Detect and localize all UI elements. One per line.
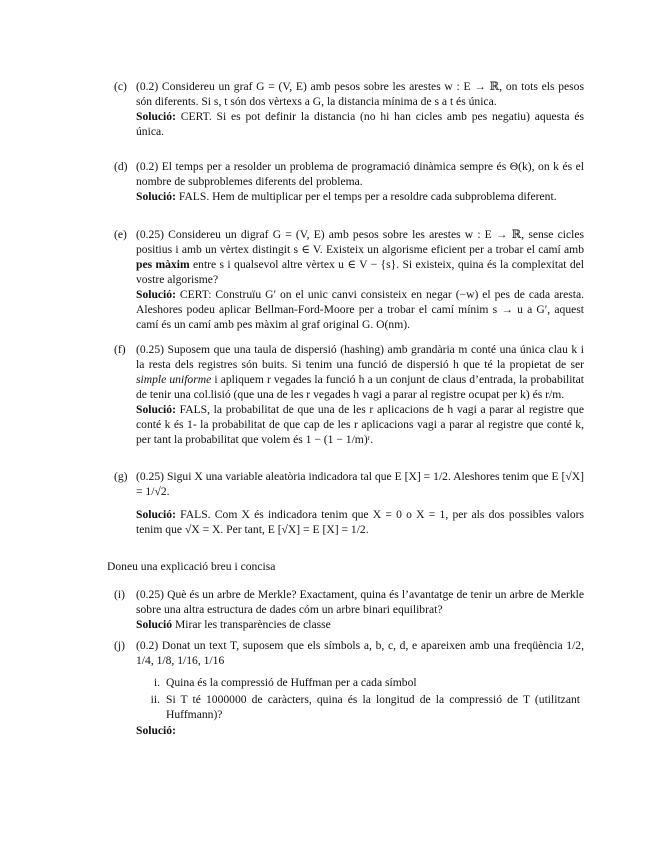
solution-text: FALS, la probabilitat de que una de les r aplicacions de h vagi a parar al registre que conté k és 1- la probabilitat de que cap de les r aplicacions vagi a parar al registre que conté k, per tant la probabilitat que volem és 1 − (1 − 1/m)ʳ. [136,403,584,446]
item-label: (g) [114,470,128,483]
question-item-e [114,227,584,332]
item-label: (c) [114,80,127,93]
solution-paragraph [136,189,584,204]
question-item-c [114,79,584,139]
subitem-ii [136,692,580,722]
question-text-part: (0.25) Suposem que una taula de dispersió (hashing) amb grandària m conté una única clau k i la resta dels registres són buits. Si tenim una funció de dispersió h que té la propietat de ser [136,343,584,371]
item-label: (e) [114,228,127,241]
question-item-d [114,159,584,204]
question-text: (0.2) Donat un text T, suposem que els símbols a, b, c, d, e apareixen amb una freqüència 1/2, 1/4, 1/8, 1/16, 1/16 [136,639,584,667]
question-text-part: i apliquem r vegades la funció h a un conjunt de claus d’entrada, la probabilitat de tenir una col.lisió (que una de les r vegades h vagi a parar al registre ocupat per k) és r/m. [136,373,584,401]
solution-text: Mirar les transparències de classe [172,618,331,631]
question-item-i [114,587,584,632]
question-item-j [114,638,584,668]
solution-label: Solució: [136,403,176,416]
subitem-label: ii. [150,693,160,706]
subitem-text: Quina és la compressió de Huffman per a cada símbol [166,676,417,689]
solution-text: FALS. Hem de multiplicar per el temps per a resoldre cada subproblema diferent. [175,190,557,203]
question-emphasis: pes màxim [136,258,190,271]
solution-text: CERT: Construïu G′ on el unic canvi consisteix en negar (−w) el pes de cada aresta. Aleshores podeu aplicar Bellman-Ford-Moore per a trobar el camí mínim s → u a G′, aquest camí és un camí amb pes màxim al graf original G. O(nm). [136,288,584,331]
solution-label: Solució [136,618,173,631]
item-label: (f) [114,343,126,356]
item-label: (d) [114,160,128,173]
question-text: (0.25) Què és un arbre de Merkle? Exactament, quina és l’avantatge de tenir un arbre de Merkle sobre una altra estructura de dades cóm un arbre binari equilibrat? [136,588,584,616]
solution-label: Solució: [136,110,176,123]
question-text-part: entre s i qualsevol altre vèrtex u ∈ V − {s}. Si existeix, quina és la complexitat del vostre algorisme? [136,258,584,286]
question-text-part: (0.25) Considereu un digraf G = (V, E) amb pesos sobre les arestes w : E → ℝ, sense cicles positius i amb un vèrtex distingit s ∈ V. Existeix un algorisme eficient per a trobar el camí amb [136,228,584,256]
question-text: (0.2) El temps per a resolder un problema de programació dinàmica sempre és Θ(k), on k és el nombre de subproblemes diferents del problema. [136,160,584,188]
question-text [136,227,584,287]
solution-paragraph [136,287,584,332]
question-item-f [114,342,584,447]
subitem-text: Si T té 1000000 de caràcters, quina és la longitud de la compressió de T (utilitzant Huffmann)? [166,693,580,721]
question-item-g [114,469,584,537]
solution-label: Solució: [136,508,176,521]
solution-label: Solució: [136,288,176,301]
item-label: (j) [114,639,125,652]
item-label: (i) [114,588,125,601]
solution-text: FALS. Com X és indicadora tenim que X = 0 o X = 1, per als dos possibles valors tenim que √X = X. Per tant, E [√X] = E [X] = 1/2. [136,508,584,536]
question-text [136,342,584,402]
solution-paragraph [136,402,584,447]
section-heading: Doneu una explicació breu i concisa [107,560,276,573]
solution-label: Solució: [136,190,176,203]
question-emphasis: simple uniforme [136,373,212,386]
question-text: (0.25) Sigui X una variable aleatòria indicadora tal que E [X] = 1/2. Aleshores tenim que E [√X] = 1/√2. [136,470,584,498]
solution-paragraph [136,109,584,139]
solution-text: CERT. Si es pot definir la distancia (no hi han cicles amb pes negatiu) aquesta és única. [136,110,584,138]
subitem-label: i. [153,676,160,689]
solution-paragraph [136,617,584,632]
subitem-i [136,675,580,690]
solution-paragraph [136,507,584,537]
final-solution-label: Solució: [136,724,176,737]
question-text: (0.2) Considereu un graf G = (V, E) amb pesos sobre les arestes w : E → ℝ, on tots els pesos són diferents. Si s, t són dos vèrtexs a G, la distancia mínima de s a t és única. [136,80,584,108]
